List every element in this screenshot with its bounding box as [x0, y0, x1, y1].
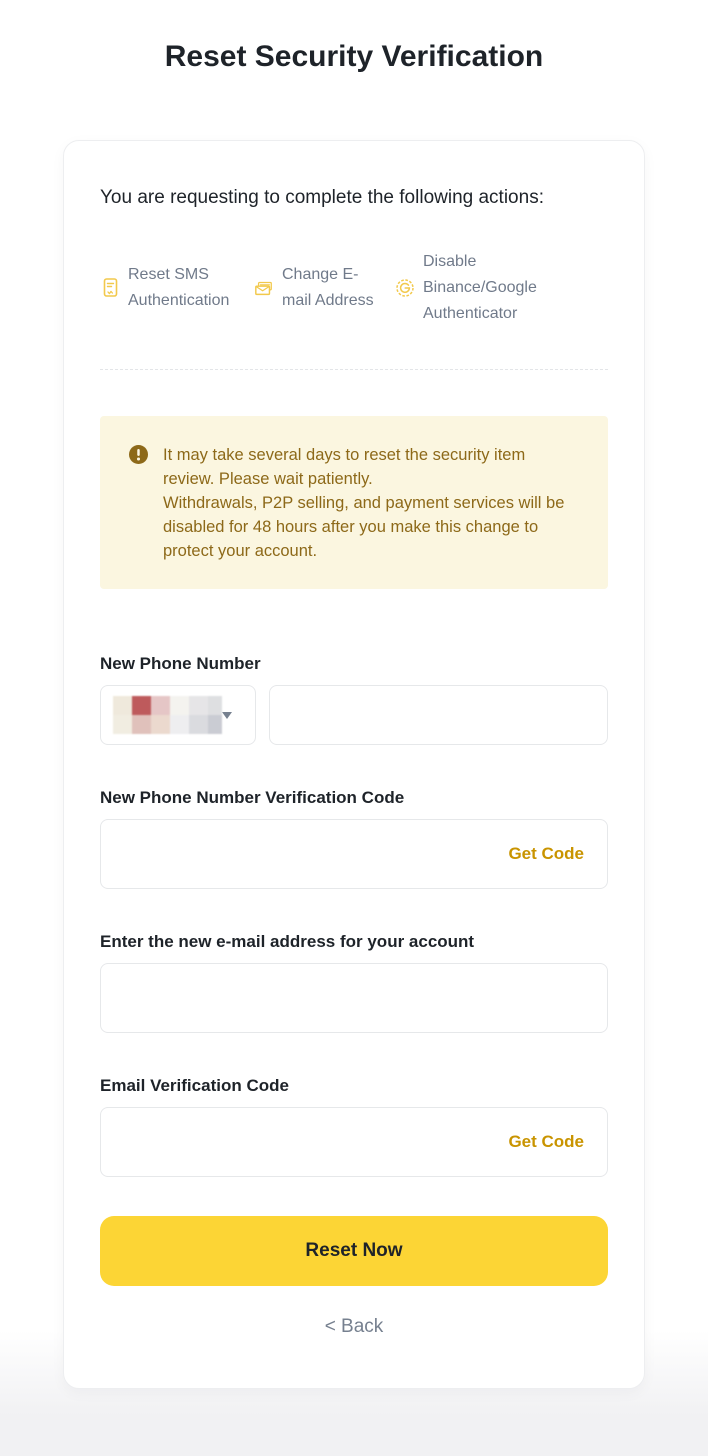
- chevron-down-icon: [222, 712, 232, 719]
- action-disable-authenticator: [395, 249, 545, 327]
- phone-code-field-label: New Phone Number Verification Code: [100, 788, 405, 807]
- action-label: Disable Binance/Google Authenticator: [423, 253, 537, 322]
- authenticator-icon: [395, 277, 415, 299]
- email-code-input-wrap: [100, 1107, 608, 1177]
- reset-now-button[interactable]: Reset Now: [100, 1216, 608, 1286]
- country-code-select[interactable]: [100, 685, 256, 745]
- warning-text: [163, 443, 580, 563]
- alert-circle-icon: [129, 445, 148, 563]
- back-link[interactable]: < Back: [324, 1316, 384, 1337]
- back-link-row: [100, 1316, 608, 1338]
- email-field-label: Enter the new e-mail address for your account: [100, 932, 475, 951]
- section-divider: [100, 369, 608, 370]
- email-input[interactable]: [100, 963, 608, 1033]
- requested-actions-row: [100, 249, 608, 327]
- email-get-code-button[interactable]: Get Code: [508, 1132, 584, 1151]
- action-change-email: [254, 262, 383, 314]
- intro-text: You are requesting to complete the following actions:: [100, 187, 544, 208]
- warning-line-1: It may take several days to reset the security item review. Please wait patiently.: [163, 446, 526, 488]
- phone-field-label: New Phone Number: [100, 654, 261, 673]
- phone-get-code-button[interactable]: Get Code: [508, 844, 584, 863]
- page-title: Reset Security Verification: [164, 40, 544, 73]
- phone-code-input-wrap: [100, 819, 608, 889]
- action-label: Change E-mail Address: [282, 266, 374, 309]
- email-code-field-label: Email Verification Code: [100, 1076, 289, 1095]
- action-reset-sms: [100, 262, 242, 314]
- sms-phone-icon: [100, 277, 120, 299]
- warning-notice: [100, 416, 608, 589]
- envelope-icon: [254, 277, 274, 299]
- reset-verification-card: [63, 140, 645, 1389]
- phone-row: [100, 685, 608, 745]
- phone-number-input[interactable]: [269, 685, 608, 745]
- email-input-wrap: [100, 963, 608, 1033]
- warning-line-2: Withdrawals, P2P selling, and payment services will be disabled for 48 hours after you make this change to protect your account.: [163, 494, 565, 560]
- action-label: Reset SMS Authentication: [128, 266, 230, 309]
- country-flag-blurred: [113, 696, 222, 734]
